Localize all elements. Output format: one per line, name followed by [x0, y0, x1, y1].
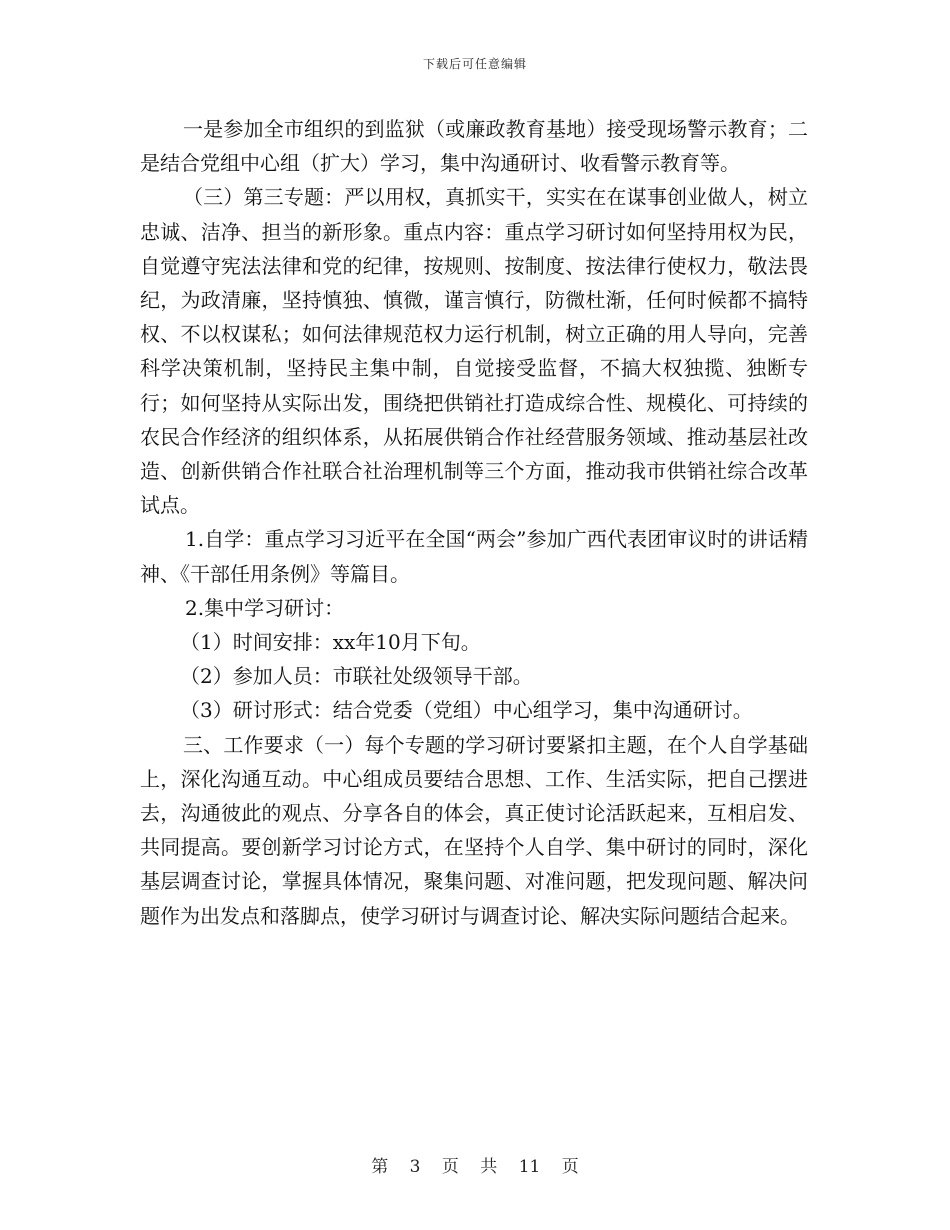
document-body — [140, 112, 808, 933]
paragraph-time-arrangement: （1）时间安排：xx年10月下旬。 — [180, 630, 481, 655]
footer-total-pages: 11 — [518, 1157, 541, 1177]
footer-current-page: 3 — [409, 1157, 421, 1177]
paragraph-third-topic: （三）第三专题：严以用权，真抓实干，实实在在谋事创业做人，树立忠诚、洁净、担当的新形象。重点内容：重点学习研讨如何坚持用权为民，自觉遵守宪法法律和党的纪律，按规则、按制度、按法律行使权力，敬法畏纪，为政清廉，坚持慎独、慎微，谨言慎行，防微杜渐，任何时候都不搞特权、不以权谋私；如何法律规范权力运行机制，树立正确的用人导向，完善科学决策机制，坚持民主集中制，自觉接受监督，不搞大权独揽、独断专行；如何坚持从实际出发，围绕把供销社打造成综合性、规模化、可持续的农民合作经济的组织体系，从拓展供销合作社经营服务领域、推动基层社改造、创新供销合作社联合社治理机制等三个方面，推动我市供销社综合改革试点。 — [140, 185, 808, 518]
paragraph-work-requirements: 三、工作要求（一）每个专题的学习研讨要紧扣主题，在个人自学基础上，深化沟通互动。中心组成员要结合思想、工作、生活实际，把自己摆进去，沟通彼此的观点、分享各自的体会，真正使讨论活跃起来，互相启发、共同提高。要创新学习讨论方式，在坚持个人自学、集中研讨的同时，深化基层调查讨论，掌握具体情况，聚集问题、对准问题，把发现问题、解决问题作为出发点和落脚点，使学习研讨与调查讨论、解决实际问题结合起来。 — [140, 732, 808, 928]
page-footer — [0, 1152, 950, 1177]
footer-page-suffix: 页 — [561, 1157, 579, 1177]
footer-total-prefix: 共 — [480, 1157, 498, 1177]
paragraph-discussion-format: （3）研讨形式：结合党委（党组）中心组学习，集中沟通研讨。 — [180, 698, 753, 723]
footer-page-prefix: 第 — [371, 1157, 389, 1177]
paragraph-group-study-heading: 2.集中学习研讨： — [185, 595, 345, 620]
paragraph-self-study: 1.自学：重点学习习近平在全国“两会”参加广西代表团审议时的讲话精神、《干部任用条例》等篇目。 — [140, 527, 808, 586]
header-note: 下载后可任意编辑 — [422, 57, 527, 71]
paragraph-warning-education: 一是参加全市组织的到监狱（或廉政教育基地）接受现场警示教育；二是结合党组中心组（扩大）学习，集中沟通研讨、收看警示教育等。 — [140, 117, 808, 176]
paragraph-participants: （2）参加人员：市联社处级领导干部。 — [180, 664, 533, 689]
footer-page-word: 页 — [441, 1157, 459, 1177]
